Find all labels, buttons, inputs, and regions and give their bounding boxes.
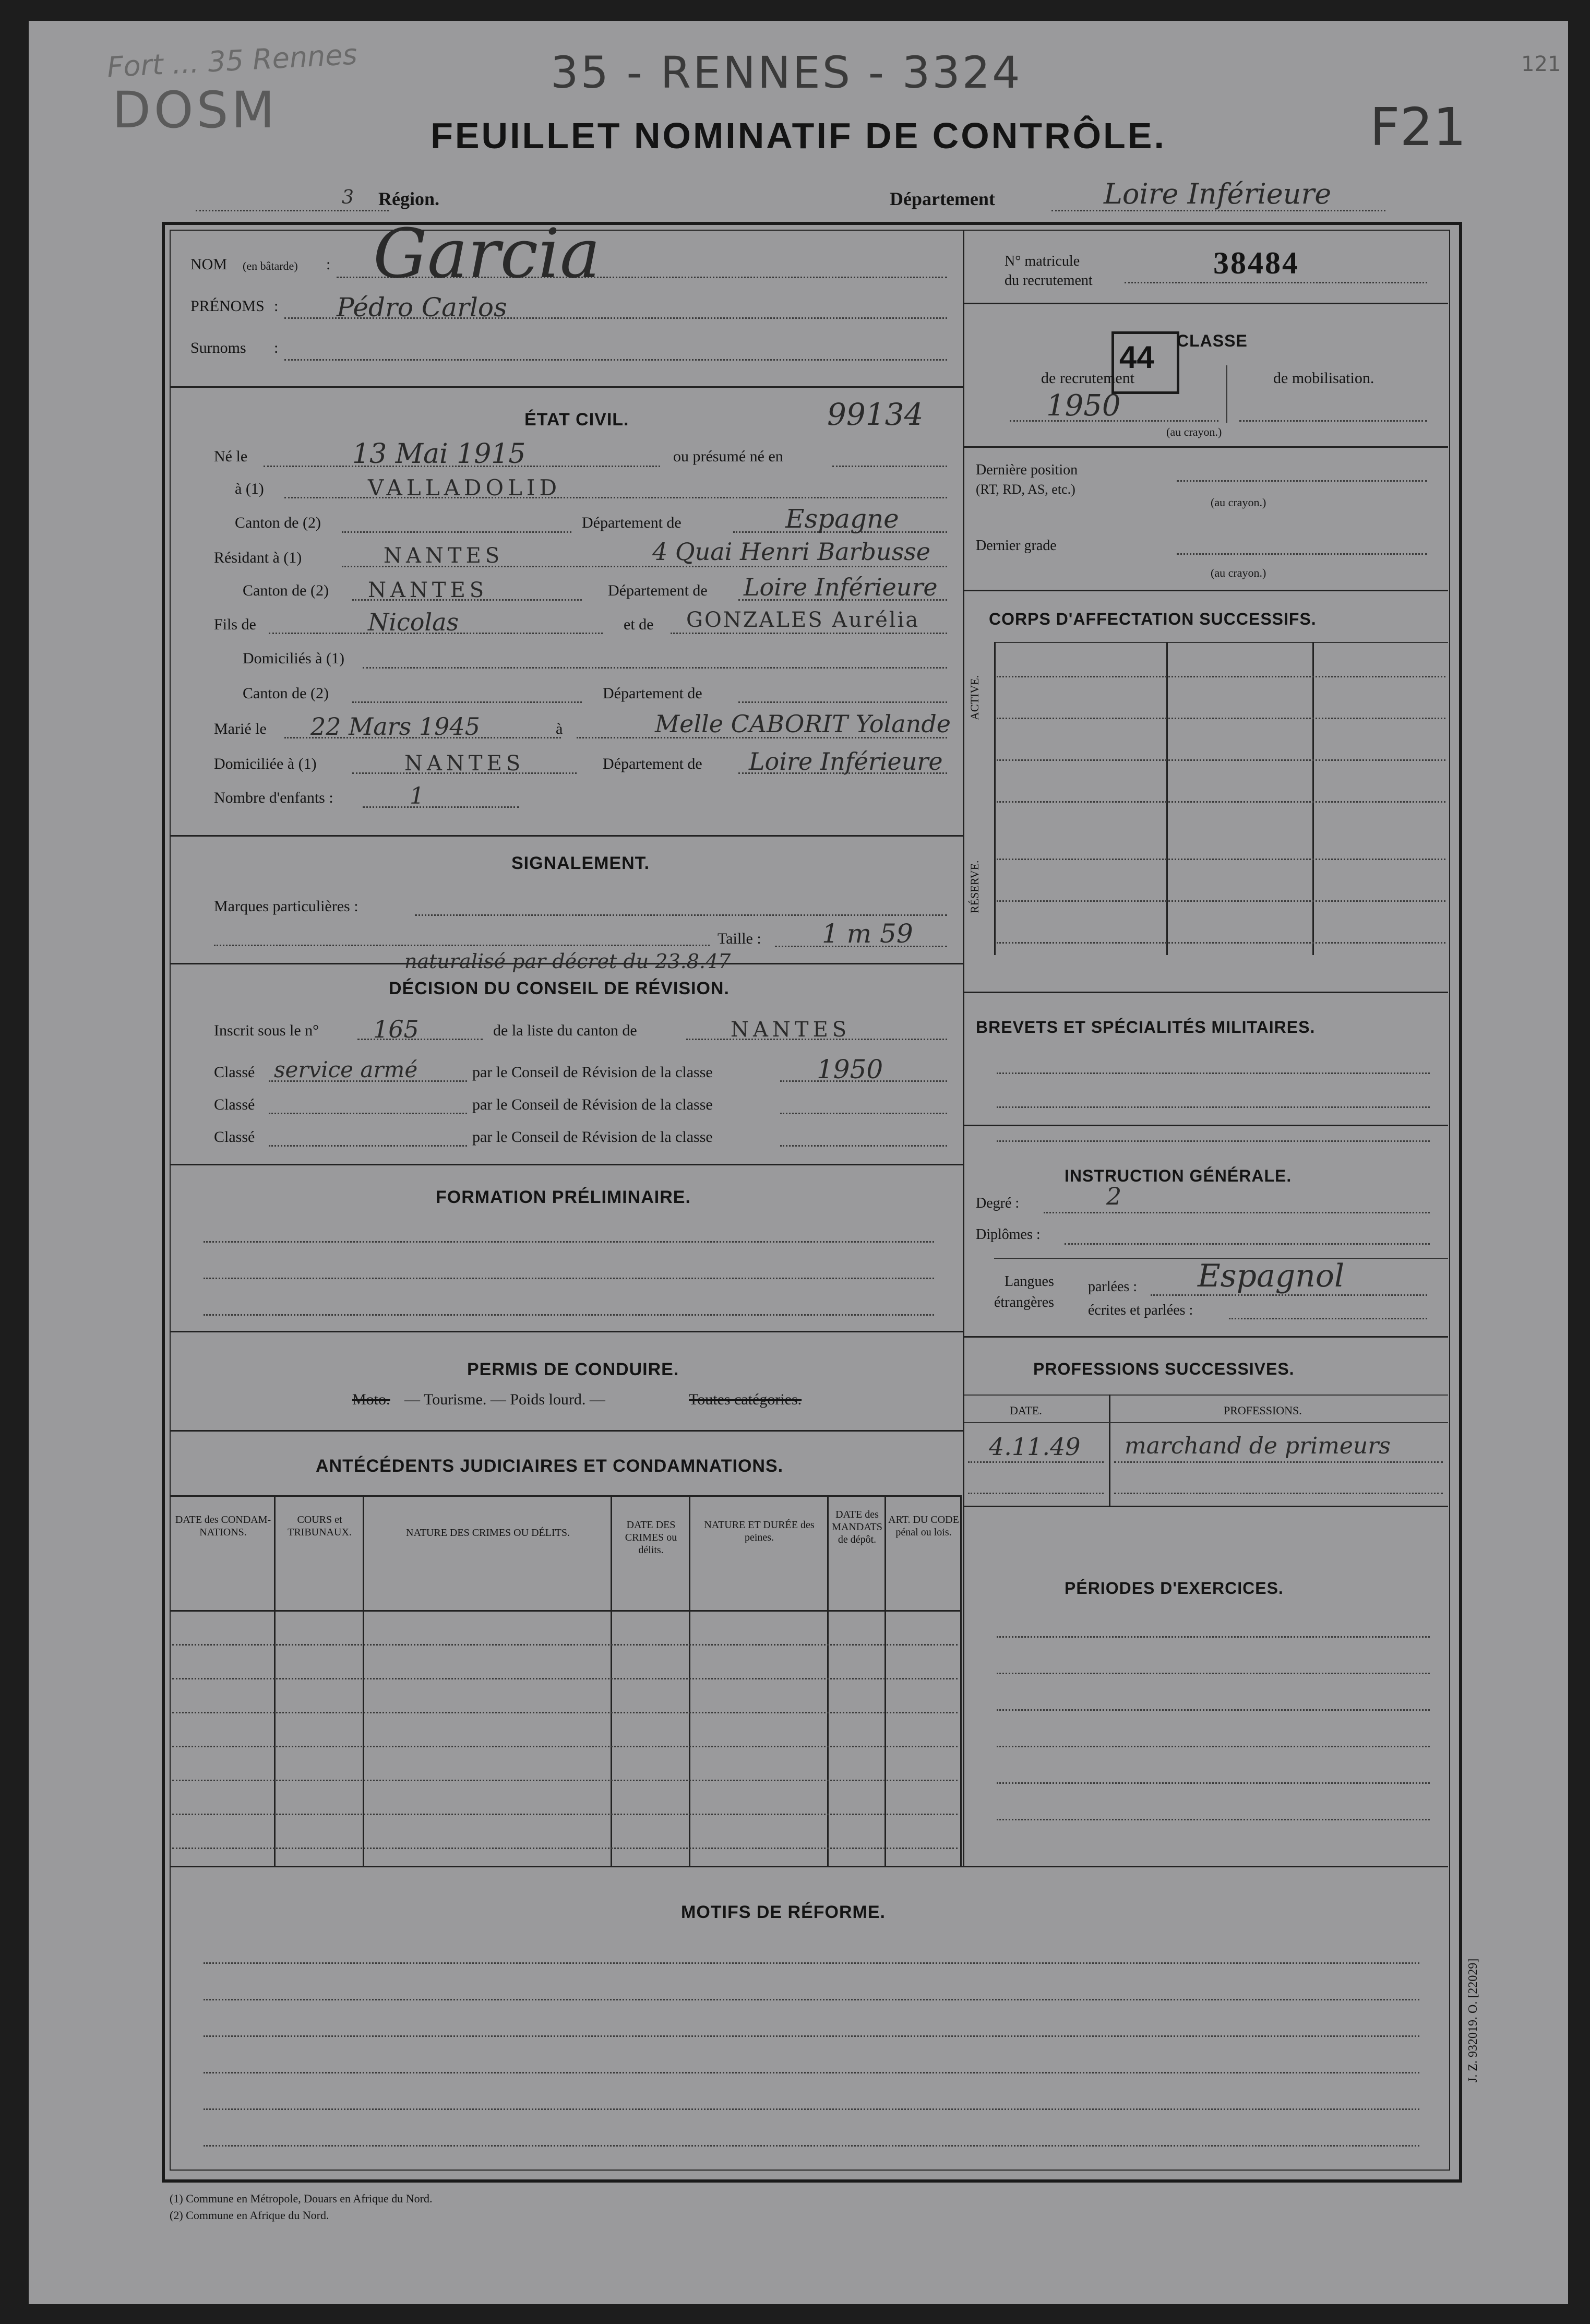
mobilisation-label: de mobilisation. [1273,370,1374,387]
liste-label: de la liste du canton de [493,1022,637,1039]
prof-value: marchand de primeurs [1125,1433,1391,1459]
faint-pencil-note: Fort ... 35 Rennes [106,38,358,84]
classe3-label: Classé [214,1128,255,1146]
naturalise-note: naturalisé par décret du 23.8.47 [404,950,731,973]
nom-hint: (en bâtarde) [243,259,298,272]
liste-value: NANTES [731,1018,851,1042]
canton-label: Canton de (2) [235,514,321,531]
fils-value: Nicolas [368,608,459,636]
control-sheet: Fort ... 35 Rennes DOSM 35 - RENNES - 3324 F21 121 FEUILLET NOMINATIF DE CONTRÔLE. 3 Région. Département Loire Inférieure NOM (en bâtarde) : Garcia PRÉNOMS : Pédro Carlos Surnoms : ÉTAT CIVIL. 99134 Né le 13 Mai 1915 ou présumé né en à (1) VALLADOLID Canton de (2) Département de Espagne Résidant à (1) NANTES 4 Quai Henri Barbusse Canton de (2) NANTES Département de Loire Inférieure Fils de Nicolas et de GONZALES Aurélia Domiciliés à (1) Canton de (2) Département de Marié le 22 Mars 1945 à Melle CABORIT Yolande Domiciliée à (1) NANTES Département de Loire Inférieure Nombre d'enfants : 1 SIGNALEMENT. Marques particulières : Taille : 1 m 59 naturalisé par décret du 23.8.47 DÉCISION DU CONSEIL DE RÉVISION. Inscrit sous le n° 165 de la liste du canton de NANTES Classé service armé par le Conseil de Révision de la classe 1950 Classé par le Conseil de Révision de la classe Classé par le Conseil de Révision de la classe FORMATION PRÉLIMINAIRE. PERMIS DE CONDUIRE. Moto. — Tourisme. — Poids lourd. — Toutes catégories. ANTÉCÉDENTS JUDICIAIRES ET CONDAMNATIONS. DATE des CONDAM-NATIONS. COURS et TRIBUNAUX. NATURE DES CRIMES OU DÉLITS. DATE DES CRIMES ou délits. NATURE ET DURÉE des peines. DATE des MANDATS de dépôt. ART. DU CODE pénal ou lois. MOTIFS DE RÉFORME. N° matricule du recrutement 38484 44 CLASSE de recrutement de mobilisation. 1950 (au crayon.) Dernière position (RT, RD, AS, etc.) (au crayon.) Dernier grade (au crayon.) CORPS D'AFFECTATION SUCCESSIFS. ACTIVE. RÉSERVE. BREVETS ET SPÉCIALITÉS MILITAIRES. INSTRUCTION GÉNÉRALE. Degré : 2 Diplômes : Langues étrangères parlées : Espagnol écrites et parlées : PROFESSIONS SUCCESSIVES. DATE. PROFESSIONS. 4.11.49 marchand de primeurs PÉRIODES D'EXERCICES. J. Z. 932019. O. [22029] (1) Commune en Métropole, Douars en Afrique du Nord. (2) Commune en Afrique du Nord. [29,21,1568,2304]
grade-au-crayon: (au crayon.) [1211,566,1266,579]
col-nature-crimes: NATURE DES CRIMES OU DÉLITS. [406,1527,570,1539]
classe1-label: Classé [214,1064,255,1081]
classe-value: 1950 [1046,389,1121,423]
langues-label: Langues [1005,1273,1054,1290]
enfants-value: 1 [410,783,424,809]
signalement-title: SIGNALEMENT. [511,853,650,873]
classe-title: CLASSE [1177,331,1248,350]
presume-label: ou présumé né en [673,448,783,465]
surnoms-label: Surnoms [190,339,246,356]
nom-value: Garcia [373,214,601,293]
a-value: VALLADOLID [368,475,561,500]
corner-number: 121 [1521,52,1561,76]
degre-value: 2 [1106,1182,1122,1210]
prenoms-label: PRÉNOMS [190,297,265,315]
marie-to: Melle CABORIT Yolande [655,710,951,738]
region-label: Région. [378,188,439,209]
et-de-label: et de [624,616,654,633]
etat-civil-title: ÉTAT CIVIL. [524,410,629,430]
departement3-label: Département de [603,685,702,702]
classe-stamp: 44 [1119,340,1154,375]
page-title: FEUILLET NOMINATIF DE CONTRÔLE. [431,115,1166,156]
active-label: ACTIVE. [968,675,981,720]
canton2-value: NANTES [368,578,488,602]
diplomes-label: Diplômes : [976,1226,1041,1243]
marques-label: Marques particulières : [214,898,358,915]
archive-reference: 35 - RENNES - 3324 [551,47,1022,98]
permis-title: PERMIS DE CONDUIRE. [467,1360,679,1379]
code-mark: F21 [1370,97,1466,158]
date-col-header: DATE. [1010,1404,1042,1417]
departement1-value: Espagne [785,504,899,534]
col-date-condamnations: DATE des CONDAM-NATIONS. [175,1514,271,1538]
matricule-label: N° matricule [1005,253,1080,269]
departement4-label: Département de [603,755,702,772]
residant-value: NANTES [384,544,504,568]
permis-tourisme: — Tourisme. — Poids lourd. — [404,1391,605,1408]
ecrites-label: écrites et parlées : [1088,1302,1193,1318]
taille-value: 1 m 59 [822,919,913,949]
col-cours: COURS et TRIBUNAUX. [288,1514,352,1538]
marie-a: à [556,720,563,737]
col-date-crimes: DATE DES CRIMES ou délits. [625,1519,677,1556]
position-au-crayon: (au crayon.) [1211,496,1266,509]
et-de-value: GONZALES Aurélia [686,608,920,632]
matricule-label2: du recrutement [1005,272,1093,289]
professions-title: PROFESSIONS SUCCESSIVES. [1033,1360,1295,1378]
reserve-label: RÉSERVE. [968,860,981,913]
matricule-value: 38484 [1213,246,1299,280]
antecedents-title: ANTÉCÉDENTS JUDICIAIRES ET CONDAMNATIONS. [316,1456,784,1476]
prenoms-value: Pédro Carlos [337,292,507,323]
inscrit-value: 165 [373,1015,419,1043]
ne-le-label: Né le [214,448,248,465]
printer-mark: J. Z. 932019. O. [22029] [1466,1958,1480,2082]
footnote-2: (2) Commune en Afrique du Nord. [170,2209,329,2222]
permis-toutes: Toutes catégories. [689,1391,802,1408]
col-nature-peines: NATURE ET DURÉE des peines. [704,1519,815,1543]
formation-title: FORMATION PRÉLIMINAIRE. [436,1187,691,1207]
domicilies-label: Domiciliés à (1) [243,650,344,667]
motifs-title: MOTIFS DE RÉFORME. [681,1902,886,1922]
domiciliee-label: Domiciliée à (1) [214,755,317,772]
a-label: à (1) [235,480,264,497]
departement2-label: Département de [608,582,708,599]
recrutement-label: de recrutement [1041,370,1135,387]
derniere-position-label2: (RT, RD, AS, etc.) [976,482,1075,497]
col-date-mandats: DATE des MANDATS de dépôt. [832,1509,882,1545]
footnote-1: (1) Commune en Métropole, Douars en Afrique du Nord. [170,2192,433,2205]
periodes-title: PÉRIODES D'EXERCICES. [1065,1579,1284,1598]
langues-label2: étrangères [994,1294,1055,1310]
dernier-grade-label: Dernier grade [976,538,1057,554]
canton2-label: Canton de (2) [243,582,329,599]
fils-label: Fils de [214,616,256,633]
brevets-title: BREVETS ET SPÉCIALITÉS MILITAIRES. [976,1018,1316,1036]
conseil1-label: par le Conseil de Révision de la classe [472,1064,713,1081]
inscrit-label: Inscrit sous le n° [214,1022,319,1039]
residant-label: Résidant à (1) [214,549,302,566]
ne-le-value: 13 Mai 1915 [352,438,526,470]
departement-label: Département [890,188,995,209]
etat-civil-number: 99134 [827,397,924,432]
instruction-title: INSTRUCTION GÉNÉRALE. [1065,1166,1292,1185]
col-art-code: ART. DU CODE pénal ou lois. [888,1514,959,1538]
derniere-position-label: Dernière position [976,462,1078,478]
professions-col-header: PROFESSIONS. [1224,1404,1302,1417]
region-value: 3 [342,187,354,208]
departement-value: Loire Inférieure [1104,177,1332,210]
residant-address: 4 Quai Henri Barbusse [652,538,930,566]
parlees-label: parlées : [1088,1279,1138,1295]
classe2-label: Classé [214,1096,255,1113]
degre-label: Degré : [976,1195,1020,1211]
corps-title: CORPS D'AFFECTATION SUCCESSIFS. [989,610,1317,628]
dosm-mark: DOSM [112,81,278,139]
classe-au-crayon: (au crayon.) [1166,425,1222,438]
nom-label: NOM [190,256,228,273]
conseil3-label: par le Conseil de Révision de la classe [472,1128,713,1146]
permis-moto: Moto. [352,1391,390,1408]
canton3-label: Canton de (2) [243,685,329,702]
departement4-value: Loire Inférieure [749,747,943,776]
prof-date: 4.11.49 [989,1433,1081,1461]
classe1-value: service armé [274,1057,418,1082]
taille-label: Taille : [718,930,761,947]
domiciliee-value: NANTES [404,752,525,776]
enfants-label: Nombre d'enfants : [214,789,333,806]
departement1-label: Département de [582,514,682,531]
parlees-value: Espagnol [1198,1258,1345,1294]
decision-title: DÉCISION DU CONSEIL DE RÉVISION. [389,979,730,998]
marie-value: 22 Mars 1945 [310,712,480,741]
conseil1-value: 1950 [817,1054,883,1084]
departement2-value: Loire Inférieure [744,573,938,601]
marie-label: Marié le [214,720,267,737]
conseil2-label: par le Conseil de Révision de la classe [472,1096,713,1113]
